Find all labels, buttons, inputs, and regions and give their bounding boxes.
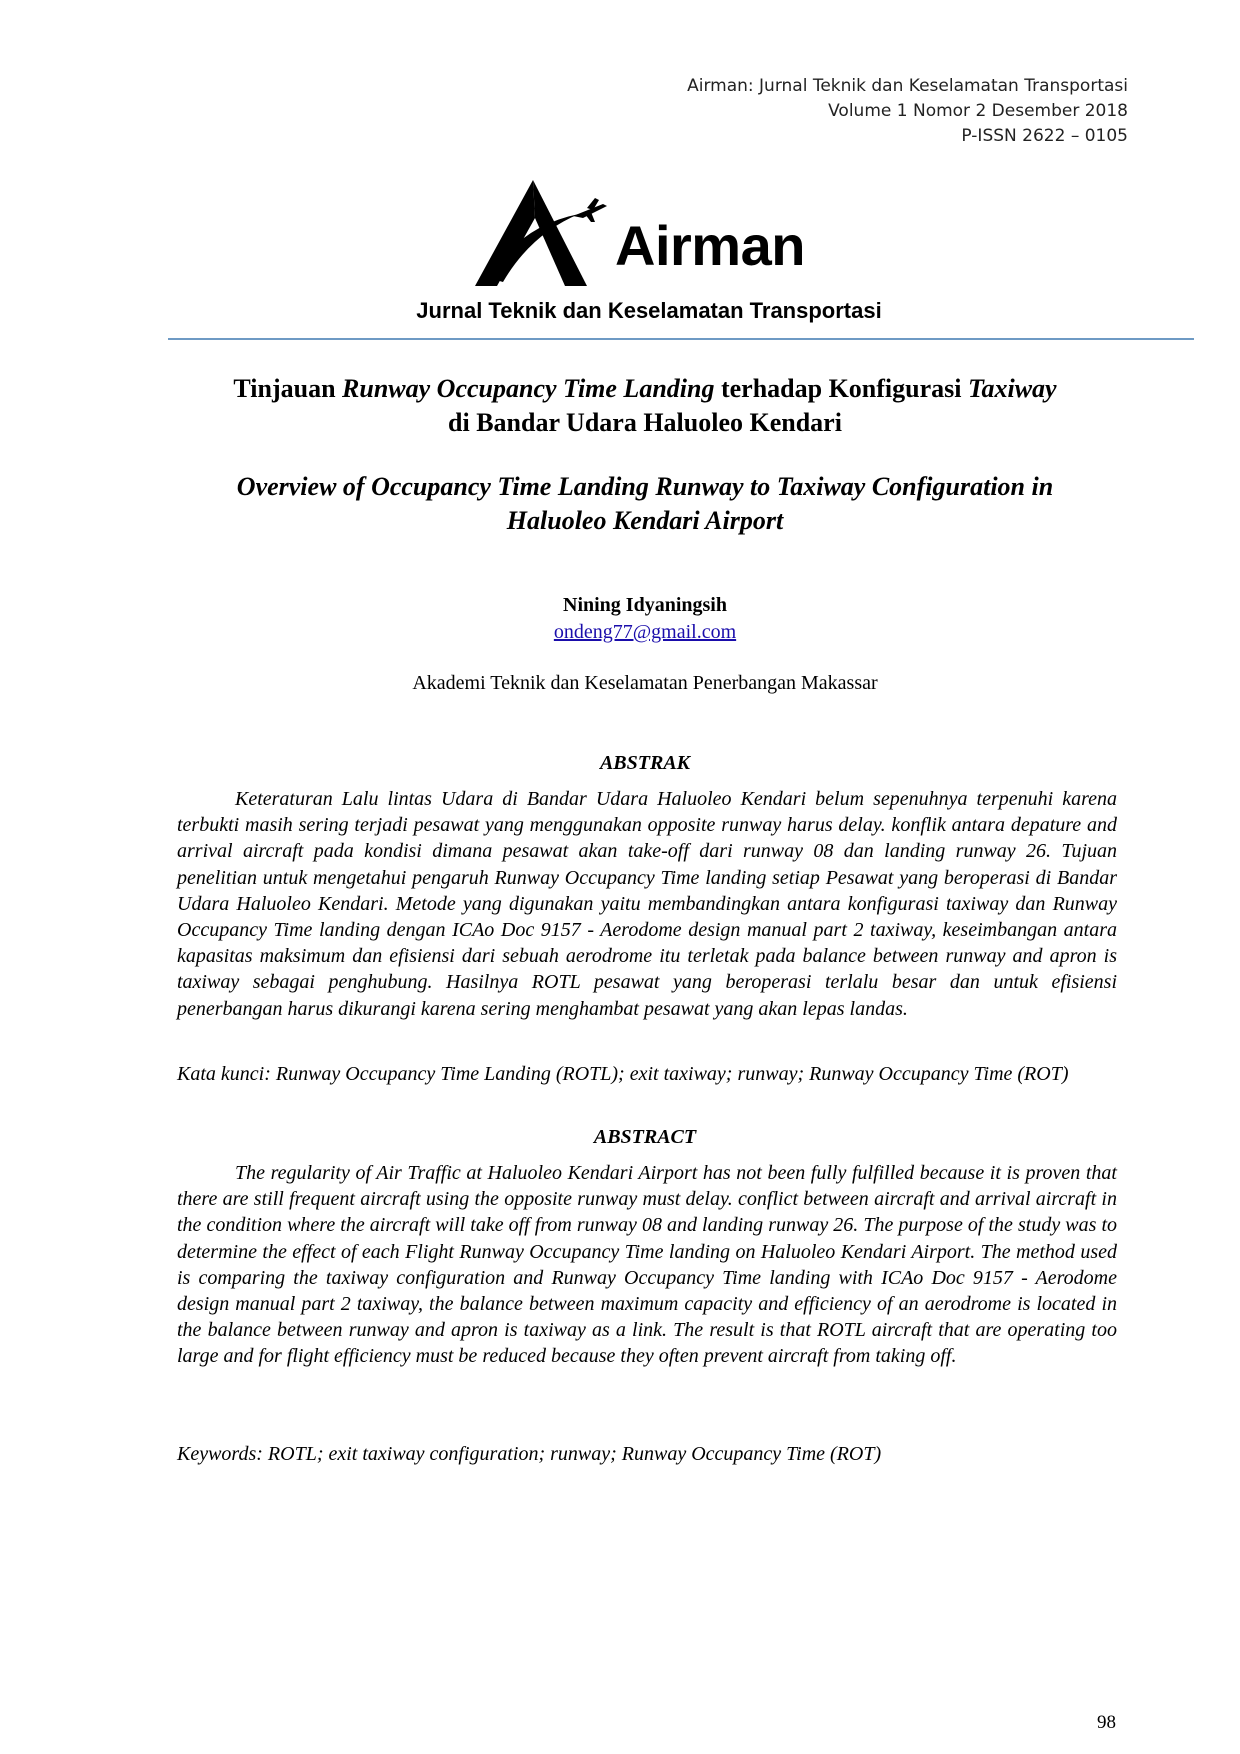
- title-term: Runway Occupancy Time Landing: [342, 374, 715, 403]
- issn-line: P-ISSN 2622 – 0105: [961, 126, 1128, 146]
- journal-logo: [475, 178, 835, 290]
- paper-title-english: [160, 470, 1130, 538]
- journal-name: Jurnal Teknik dan Keselamatan Transportasi: [416, 298, 882, 323]
- journal-line: Airman: Jurnal Teknik dan Keselamatan Transportasi: [687, 76, 1128, 96]
- author-name: Nining Idyaningsih: [563, 594, 727, 616]
- abstract-keywords: Keywords: ROTL; exit taxiway configuration; runway; Runway Occupancy Time (ROT): [177, 1443, 882, 1465]
- title-term: Taxiway: [968, 374, 1057, 403]
- running-header: [687, 74, 1128, 149]
- logo-wordmark: Airman: [615, 214, 805, 277]
- author-affiliation: Akademi Teknik dan Keselamatan Penerbangan Makassar: [412, 672, 878, 694]
- email-link[interactable]: ondeng77@gmail.com: [553, 621, 737, 643]
- abstrak-heading: ABSTRAK: [599, 752, 691, 774]
- volume-line: Volume 1 Nomor 2 Desember 2018: [828, 101, 1128, 121]
- abstract-text: The regularity of Air Traffic at Haluoleo Kendari Airport has not been fully fulfilled because it is proven that there are still frequent aircraft using the opposite runway must delay. conflict between aircraft and arrival aircraft in the condition where the aircraft will take off from runway 08 and landing runway 26. The purpose of the study was to determine the effect of each Flight Runway Occupancy Time landing on Haluoleo Kendari Airport. The method used is comparing the taxiway configuration and Runway Occupancy Time landing with ICAo Doc 9157 - Aerodome design manual part 2 taxiway, the balance between maximum capacity and efficiency of an aerodrome is located in the balance between runway and apron is taxiway as a link. The result is that ROTL aircraft that are operating too large and for flight efficiency must be reduced because they often prevent aircraft from taking off.: [177, 1162, 1117, 1368]
- airplane-a-icon: [475, 178, 615, 290]
- abstrak-keywords: Kata kunci: Runway Occupancy Time Landing (ROTL); exit taxiway; runway; Runway Occupancy Time (ROT): [177, 1063, 1069, 1085]
- abstract-heading: ABSTRACT: [593, 1126, 697, 1148]
- title-text: terhadap Konfigurasi: [714, 374, 968, 403]
- title-text: Tinjauan: [233, 374, 343, 403]
- abstrak-text: Keteraturan Lalu lintas Udara di Bandar Udara Haluoleo Kendari belum sepenuhnya terpenuhi karena terbukti masih sering terjadi pesawat yang menggunakan opposite runway harus delay. konflik antara depature and arrival aircraft pada kondisi dimana pesawat akan take-off dari runway 08 dan landing runway 26. Tujuan penelitian untuk mengetahui pengaruh Runway Occupancy Time landing setiap Pesawat yang beroperasi di Bandar Udara Haluoleo Kendari. Metode yang digunakan yaitu membandingkan antara konfigurasi taxiway dan Runway Occupancy Time landing dengan ICAo Doc 9157 - Aerodome design manual part 2 taxiway, keseimbangan antara kapasitas maksimum dan efisiensi dari sebuah aerodrome itu terletak pada balance between runway and apron is taxiway sebagai penghubung. Hasilnya ROTL pesawat yang beroperasi terlalu besar dan untuk efisiensi penerbangan harus dikurangi karena sering menghambat pesawat yang akan lepas landas.: [177, 788, 1117, 1020]
- header-divider: [168, 338, 1194, 340]
- title-line-2: di Bandar Udara Haluoleo Kendari: [448, 408, 842, 437]
- title-line-1: [160, 372, 1130, 406]
- author-email: [0, 619, 1240, 645]
- title-en-line-2: Haluoleo Kendari Airport: [506, 506, 784, 535]
- paper-title-indonesian: [160, 372, 1130, 440]
- page-number: 98: [1097, 1712, 1116, 1733]
- title-en-line-1: Overview of Occupancy Time Landing Runway to Taxiway Configuration in: [236, 472, 1054, 501]
